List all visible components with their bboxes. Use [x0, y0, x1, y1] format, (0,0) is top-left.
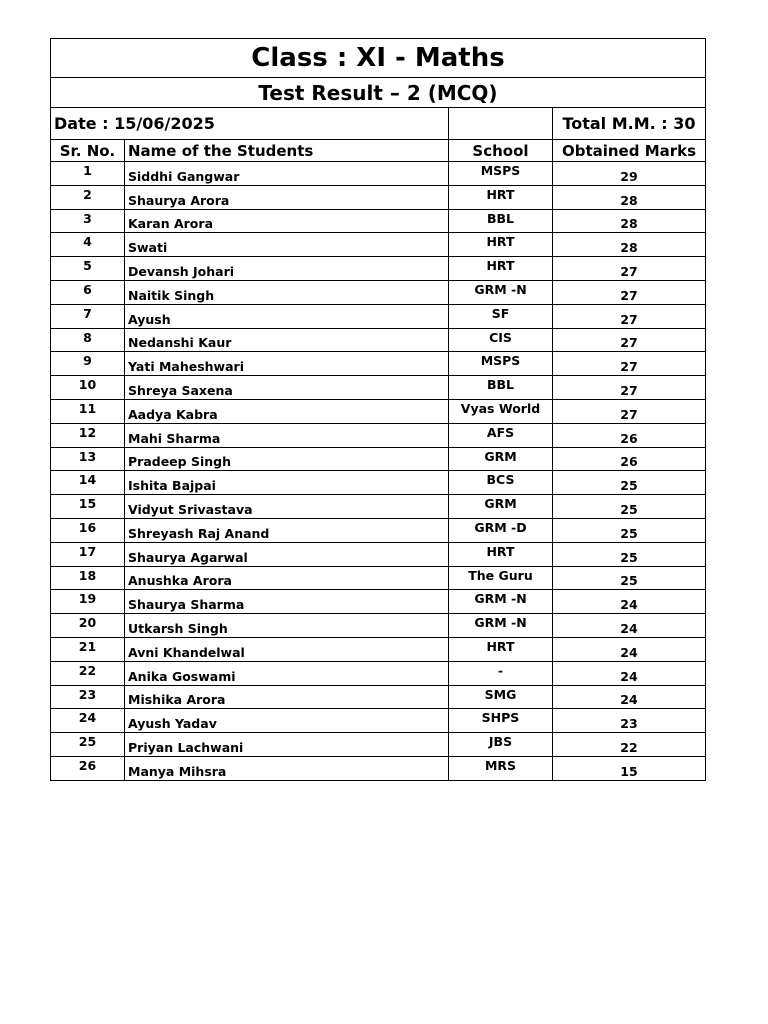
student-school: GRM -N: [449, 590, 553, 614]
table-row: [51, 733, 706, 757]
student-school: HRT: [449, 233, 553, 257]
student-school: JBS: [449, 733, 553, 757]
student-marks: 26: [553, 447, 706, 471]
test-date: Date : 15/06/2025: [51, 108, 449, 140]
student-name: Siddhi Gangwar: [125, 162, 449, 186]
table-row: [51, 162, 706, 186]
student-sr-no: 17: [51, 542, 125, 566]
student-name: Shreya Saxena: [125, 376, 449, 400]
student-sr-no: 11: [51, 399, 125, 423]
table-row: [51, 471, 706, 495]
student-school: SF: [449, 304, 553, 328]
student-school: CIS: [449, 328, 553, 352]
table-row: [51, 709, 706, 733]
header-school: School: [449, 140, 553, 162]
student-sr-no: 3: [51, 209, 125, 233]
student-sr-no: 18: [51, 566, 125, 590]
student-name: Avni Khandelwal: [125, 637, 449, 661]
student-school: GRM -N: [449, 280, 553, 304]
student-sr-no: 10: [51, 376, 125, 400]
student-name: Shreyash Raj Anand: [125, 518, 449, 542]
table-row: [51, 756, 706, 780]
student-school: HRT: [449, 637, 553, 661]
table-row: [51, 447, 706, 471]
column-header-row: [51, 140, 706, 162]
student-sr-no: 15: [51, 495, 125, 519]
table-row: [51, 352, 706, 376]
table-row: [51, 518, 706, 542]
title-row: [51, 39, 706, 78]
student-name: Mishika Arora: [125, 685, 449, 709]
meta-empty-cell: [449, 108, 553, 140]
student-sr-no: 16: [51, 518, 125, 542]
table-row: [51, 637, 706, 661]
table-row: [51, 590, 706, 614]
student-marks: 27: [553, 280, 706, 304]
table-row: [51, 423, 706, 447]
total-max-marks: Total M.M. : 30: [553, 108, 706, 140]
student-name: Manya Mihsra: [125, 756, 449, 780]
student-school: SHPS: [449, 709, 553, 733]
student-marks: 25: [553, 542, 706, 566]
table-row: [51, 685, 706, 709]
student-school: MRS: [449, 756, 553, 780]
student-name: Anika Goswami: [125, 661, 449, 685]
student-school: GRM: [449, 495, 553, 519]
student-marks: 27: [553, 328, 706, 352]
student-school: MSPS: [449, 352, 553, 376]
table-row: [51, 209, 706, 233]
table-row: [51, 399, 706, 423]
student-marks: 28: [553, 209, 706, 233]
student-marks: 25: [553, 495, 706, 519]
student-school: AFS: [449, 423, 553, 447]
header-student-name: Name of the Students: [125, 140, 449, 162]
student-sr-no: 20: [51, 614, 125, 638]
student-name: Mahi Sharma: [125, 423, 449, 447]
student-name: Vidyut Srivastava: [125, 495, 449, 519]
student-school: -: [449, 661, 553, 685]
student-name: Shaurya Arora: [125, 185, 449, 209]
student-marks: 23: [553, 709, 706, 733]
student-marks: 24: [553, 637, 706, 661]
student-school: BBL: [449, 376, 553, 400]
student-name: Ayush Yadav: [125, 709, 449, 733]
student-name: Pradeep Singh: [125, 447, 449, 471]
student-marks: 25: [553, 566, 706, 590]
table-row: [51, 661, 706, 685]
student-marks: 25: [553, 518, 706, 542]
student-marks: 27: [553, 304, 706, 328]
table-row: [51, 614, 706, 638]
student-school: GRM -D: [449, 518, 553, 542]
results-table: [50, 38, 706, 781]
student-name: Priyan Lachwani: [125, 733, 449, 757]
student-name: Naitik Singh: [125, 280, 449, 304]
student-name: Ishita Bajpai: [125, 471, 449, 495]
student-marks: 29: [553, 162, 706, 186]
table-row: [51, 566, 706, 590]
student-school: GRM: [449, 447, 553, 471]
student-marks: 25: [553, 471, 706, 495]
student-marks: 27: [553, 257, 706, 281]
student-sr-no: 8: [51, 328, 125, 352]
student-school: GRM -N: [449, 614, 553, 638]
student-sr-no: 2: [51, 185, 125, 209]
student-school: Vyas World: [449, 399, 553, 423]
student-sr-no: 9: [51, 352, 125, 376]
student-sr-no: 22: [51, 661, 125, 685]
student-marks: 22: [553, 733, 706, 757]
student-marks: 24: [553, 590, 706, 614]
student-sr-no: 6: [51, 280, 125, 304]
student-marks: 28: [553, 185, 706, 209]
student-marks: 27: [553, 399, 706, 423]
table-row: [51, 280, 706, 304]
student-rows: [51, 162, 706, 781]
student-name: Karan Arora: [125, 209, 449, 233]
student-name: Yati Maheshwari: [125, 352, 449, 376]
student-sr-no: 5: [51, 257, 125, 281]
student-school: HRT: [449, 257, 553, 281]
student-sr-no: 26: [51, 756, 125, 780]
student-marks: 28: [553, 233, 706, 257]
meta-row: [51, 108, 706, 140]
table-row: [51, 304, 706, 328]
table-row: [51, 257, 706, 281]
student-sr-no: 7: [51, 304, 125, 328]
student-marks: 24: [553, 685, 706, 709]
student-sr-no: 13: [51, 447, 125, 471]
student-marks: 27: [553, 352, 706, 376]
table-row: [51, 233, 706, 257]
student-school: MSPS: [449, 162, 553, 186]
subtitle-row: [51, 78, 706, 108]
student-sr-no: 1: [51, 162, 125, 186]
student-marks: 24: [553, 614, 706, 638]
student-name: Shaurya Sharma: [125, 590, 449, 614]
table-row: [51, 185, 706, 209]
student-name: Aadya Kabra: [125, 399, 449, 423]
student-sr-no: 12: [51, 423, 125, 447]
student-marks: 26: [553, 423, 706, 447]
student-school: HRT: [449, 185, 553, 209]
student-name: Anushka Arora: [125, 566, 449, 590]
student-sr-no: 21: [51, 637, 125, 661]
student-sr-no: 24: [51, 709, 125, 733]
table-row: [51, 376, 706, 400]
header-obtained-marks: Obtained Marks: [553, 140, 706, 162]
student-name: Swati: [125, 233, 449, 257]
sheet-subtitle: Test Result – 2 (MCQ): [51, 78, 706, 108]
student-name: Nedanshi Kaur: [125, 328, 449, 352]
student-marks: 24: [553, 661, 706, 685]
student-marks: 15: [553, 756, 706, 780]
result-sheet: [50, 38, 705, 781]
student-name: Devansh Johari: [125, 257, 449, 281]
header-sr-no: Sr. No.: [51, 140, 125, 162]
student-sr-no: 23: [51, 685, 125, 709]
student-marks: 27: [553, 376, 706, 400]
sheet-title: Class : XI - Maths: [51, 39, 706, 78]
student-sr-no: 25: [51, 733, 125, 757]
student-sr-no: 19: [51, 590, 125, 614]
student-school: The Guru: [449, 566, 553, 590]
student-sr-no: 14: [51, 471, 125, 495]
student-school: SMG: [449, 685, 553, 709]
student-name: Ayush: [125, 304, 449, 328]
table-row: [51, 495, 706, 519]
student-name: Utkarsh Singh: [125, 614, 449, 638]
student-school: BBL: [449, 209, 553, 233]
student-school: BCS: [449, 471, 553, 495]
table-row: [51, 328, 706, 352]
student-school: HRT: [449, 542, 553, 566]
table-row: [51, 542, 706, 566]
student-name: Shaurya Agarwal: [125, 542, 449, 566]
student-sr-no: 4: [51, 233, 125, 257]
